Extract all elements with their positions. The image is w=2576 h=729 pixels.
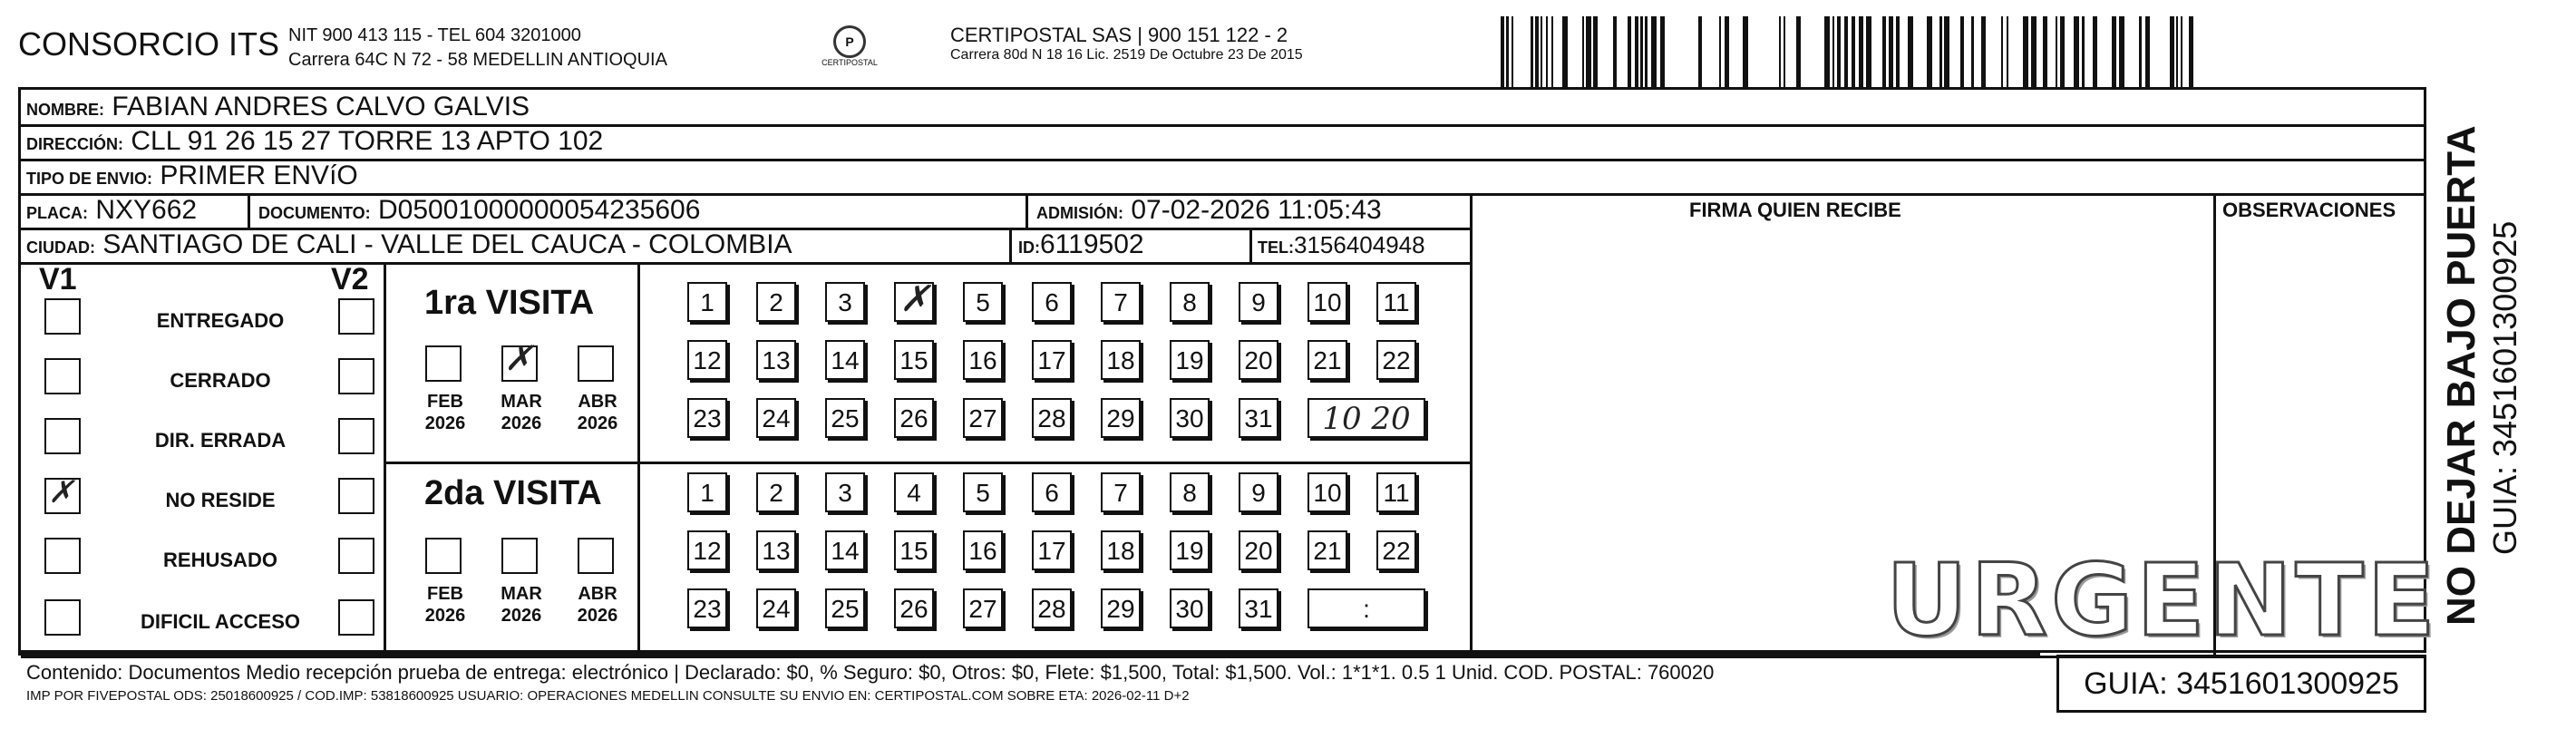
day-box[interactable]: 2: [756, 472, 796, 512]
documento-field: [258, 195, 700, 226]
day-box[interactable]: 26: [894, 588, 934, 628]
company-info: [288, 24, 667, 73]
time-box[interactable]: [1307, 398, 1425, 438]
day-box[interactable]: 28: [1032, 398, 1072, 438]
day-box[interactable]: 14: [825, 530, 865, 570]
year-label: 2026: [501, 413, 542, 433]
day-box[interactable]: 6: [1032, 282, 1072, 322]
day-box[interactable]: 10: [1307, 282, 1347, 322]
month-checkbox[interactable]: [425, 345, 462, 382]
day-box[interactable]: 12: [687, 530, 727, 570]
month-year: [418, 583, 472, 627]
day-box[interactable]: 4: [894, 472, 934, 512]
day-box[interactable]: 16: [963, 340, 1003, 380]
month-label: ABR: [578, 584, 617, 604]
day-box[interactable]: 13: [756, 530, 796, 570]
day-box[interactable]: 5: [963, 472, 1003, 512]
time-box[interactable]: :: [1307, 588, 1425, 628]
day-box[interactable]: 16: [963, 530, 1003, 570]
cert-line2: Carrera 80d N 18 16 Lic. 2519 De Octubre 23 De 2015: [950, 47, 1303, 63]
day-box[interactable]: 8: [1170, 472, 1210, 512]
month-checkbox[interactable]: [501, 338, 538, 382]
day-box[interactable]: 21: [1307, 530, 1347, 570]
year-label: 2026: [501, 606, 542, 626]
admision-field: [1036, 195, 1382, 226]
side-guia: GUIA: 3451601300925: [2486, 220, 2523, 555]
guia-text: GUIA: 3451601300925: [2084, 666, 2399, 701]
status-option-label: ENTREGADO: [156, 309, 285, 332]
day-box[interactable]: 19: [1170, 340, 1210, 380]
day-box[interactable]: [894, 278, 934, 322]
v1-checkbox[interactable]: [44, 474, 81, 514]
certipostal-logo: [821, 25, 879, 74]
barcode: [1501, 16, 2199, 87]
month-checkbox[interactable]: [501, 538, 538, 574]
month-checkbox[interactable]: [425, 538, 462, 574]
v2-checkbox[interactable]: [338, 298, 374, 335]
month-label: FEB: [427, 392, 463, 412]
nombre-value: FABIAN ANDRES CALVO GALVIS: [112, 92, 530, 122]
status-option-label: DIR. ERRADA: [154, 429, 287, 452]
month-year: [570, 583, 625, 627]
day-box[interactable]: 9: [1239, 472, 1278, 512]
day-box[interactable]: 12: [687, 340, 727, 380]
month-year: [570, 391, 625, 434]
v1-checkbox[interactable]: [44, 599, 81, 636]
guia-box: [2056, 655, 2426, 713]
imp-text: IMP POR FIVEPOSTAL ODS: 25018600925 / COD.IMP: 53818600925 USUARIO: OPERACIONES MEDELLIN CONSULTE SU ENVIO EN: CERTIPOSTAL.COM SOBRE ETA: 2026-02-11 D+2: [26, 688, 1190, 704]
day-box[interactable]: 20: [1239, 340, 1278, 380]
contenido-text: Contenido: Documentos Medio recepción prueba de entrega: electrónico | Declarado: $0, % Seguro: $0, Otros: $0, Flete: $1,500, Total: $1,500. Vol.: 1*1*1. 0.5 1 Unid. COD. POSTAL: 760020: [26, 661, 1715, 684]
v1-header: V1: [39, 262, 77, 296]
month-year: [494, 391, 549, 434]
admision-value: 07-02-2026 11:05:43: [1131, 195, 1382, 225]
day-box[interactable]: 15: [894, 340, 934, 380]
day-box[interactable]: 10: [1307, 472, 1347, 512]
address-line: Carrera 64C N 72 - 58 MEDELLIN ANTIOQUIA: [288, 50, 667, 70]
year-label: 2026: [577, 413, 618, 433]
day-box[interactable]: 1: [687, 472, 727, 512]
day-box[interactable]: 22: [1376, 530, 1416, 570]
month-checkbox[interactable]: [578, 538, 614, 574]
day-box[interactable]: 23: [687, 398, 727, 438]
day-box[interactable]: 20: [1239, 530, 1278, 570]
ciudad-value: SANTIAGO DE CALI - VALLE DEL CAUCA - COLOMBIA: [102, 229, 792, 259]
day-box[interactable]: 7: [1101, 472, 1141, 512]
day-box[interactable]: 31: [1239, 588, 1278, 628]
day-box[interactable]: 13: [756, 340, 796, 380]
day-box[interactable]: 29: [1101, 398, 1141, 438]
documento-label: DOCUMENTO:: [258, 204, 371, 222]
firma-header: FIRMA QUIEN RECIBE: [1689, 199, 1901, 221]
admision-label: ADMISIÓN:: [1036, 204, 1123, 222]
day-box[interactable]: 5: [963, 282, 1003, 322]
direccion-label: DIRECCIÓN:: [26, 135, 123, 153]
day-box[interactable]: 21: [1307, 340, 1347, 380]
id-value: 6119502: [1040, 229, 1144, 259]
status-option-label: CERRADO: [170, 369, 271, 392]
month-label: MAR: [501, 392, 542, 412]
tel-field: [1258, 231, 1425, 259]
second-visit-title: 2da VISITA: [424, 474, 602, 512]
nit-line: NIT 900 413 115 - TEL 604 3201000: [288, 25, 581, 45]
day-box[interactable]: 8: [1170, 282, 1210, 322]
tel-label: TEL:: [1258, 238, 1294, 257]
tipo-row: [26, 160, 358, 191]
day-box[interactable]: 14: [825, 340, 865, 380]
month-label: FEB: [427, 584, 463, 604]
v2-checkbox[interactable]: [338, 358, 374, 394]
status-option-label: REHUSADO: [163, 549, 277, 571]
handwritten-time: 10 20: [1322, 401, 1411, 437]
year-label: 2026: [424, 413, 466, 433]
day-box[interactable]: 31: [1239, 398, 1278, 438]
v1-checkbox[interactable]: [44, 358, 81, 394]
month-year: [418, 391, 472, 434]
day-box[interactable]: 18: [1101, 530, 1141, 570]
day-box[interactable]: 11: [1376, 472, 1416, 512]
month-label: ABR: [578, 392, 617, 412]
nombre-label: NOMBRE:: [26, 101, 104, 119]
observaciones-header: OBSERVACIONES: [2222, 199, 2396, 221]
status-option-label: DIFICIL ACCESO: [140, 610, 300, 633]
v2-checkbox[interactable]: [338, 418, 374, 454]
logo-icon: P: [833, 25, 866, 58]
month-checkbox[interactable]: [578, 345, 614, 382]
day-box[interactable]: 3: [825, 282, 865, 322]
v1-checkbox[interactable]: [44, 418, 81, 454]
first-visit-title: 1ra VISITA: [424, 284, 595, 322]
side-warning: NO DEJAR BAJO PUERTA: [2439, 125, 2484, 626]
day-box[interactable]: 1: [687, 282, 727, 322]
day-box[interactable]: 18: [1101, 340, 1141, 380]
placa-value: NXY662: [95, 195, 198, 225]
placa-field: [26, 195, 197, 226]
day-box[interactable]: 26: [894, 398, 934, 438]
day-box[interactable]: 25: [825, 588, 865, 628]
tel-value: 3156404948: [1294, 231, 1425, 258]
footer-divider: [18, 653, 2040, 656]
cert-line1: CERTIPOSTAL SAS | 900 151 122 - 2: [950, 24, 1288, 46]
day-box[interactable]: 15: [894, 530, 934, 570]
day-box[interactable]: 22: [1376, 340, 1416, 380]
tipo-value: PRIMER ENVíO: [160, 160, 358, 190]
day-box[interactable]: 28: [1032, 588, 1072, 628]
year-label: 2026: [424, 606, 466, 626]
day-mark-icon: ✗: [899, 278, 930, 320]
v2-checkbox[interactable]: [338, 478, 374, 514]
day-box[interactable]: 19: [1170, 530, 1210, 570]
day-box[interactable]: 27: [963, 588, 1003, 628]
day-box[interactable]: 7: [1101, 282, 1141, 322]
v1-checkbox[interactable]: [44, 298, 81, 335]
v1-checkbox[interactable]: [44, 538, 81, 574]
direccion-row: [26, 126, 603, 157]
day-box[interactable]: 17: [1032, 340, 1072, 380]
day-box[interactable]: 24: [756, 588, 796, 628]
day-box[interactable]: 29: [1101, 588, 1141, 628]
day-box[interactable]: 27: [963, 398, 1003, 438]
day-box[interactable]: 6: [1032, 472, 1072, 512]
day-box[interactable]: 2: [756, 282, 796, 322]
ciudad-field: [26, 229, 792, 260]
direccion-value: CLL 91 26 15 27 TORRE 13 APTO 102: [131, 126, 604, 156]
status-option-label: NO RESIDE: [165, 489, 276, 511]
tipo-label: TIPO DE ENVIO:: [26, 170, 153, 188]
month-mark-icon: ✗: [504, 338, 533, 378]
day-box[interactable]: 24: [756, 398, 796, 438]
placa-label: PLACA:: [26, 204, 88, 222]
urgente-stamp: URGENTE: [1886, 542, 2439, 658]
ciudad-label: CIUDAD:: [26, 238, 95, 257]
month-year: [494, 583, 549, 627]
documento-value: D05001000000054235606: [378, 195, 701, 225]
month-label: MAR: [501, 584, 542, 604]
logo-text: CERTIPOSTAL: [821, 58, 878, 67]
day-box[interactable]: 17: [1032, 530, 1072, 570]
v2-checkbox[interactable]: [338, 538, 374, 574]
day-box[interactable]: 30: [1170, 398, 1210, 438]
day-box[interactable]: 23: [687, 588, 727, 628]
certipostal-info: [950, 24, 1303, 63]
nombre-row: [26, 92, 530, 122]
company-name: CONSORCIO ITS: [18, 25, 280, 63]
id-field: [1018, 229, 1144, 260]
year-label: 2026: [577, 606, 618, 626]
day-box[interactable]: 3: [825, 472, 865, 512]
v2-header: V2: [331, 262, 369, 296]
day-box[interactable]: 9: [1239, 282, 1278, 322]
id-label: ID:: [1018, 238, 1040, 257]
day-box[interactable]: 30: [1170, 588, 1210, 628]
day-box[interactable]: 25: [825, 398, 865, 438]
v2-checkbox[interactable]: [338, 599, 374, 636]
day-box[interactable]: 11: [1376, 282, 1416, 322]
check-mark-icon: ✗: [48, 474, 74, 510]
